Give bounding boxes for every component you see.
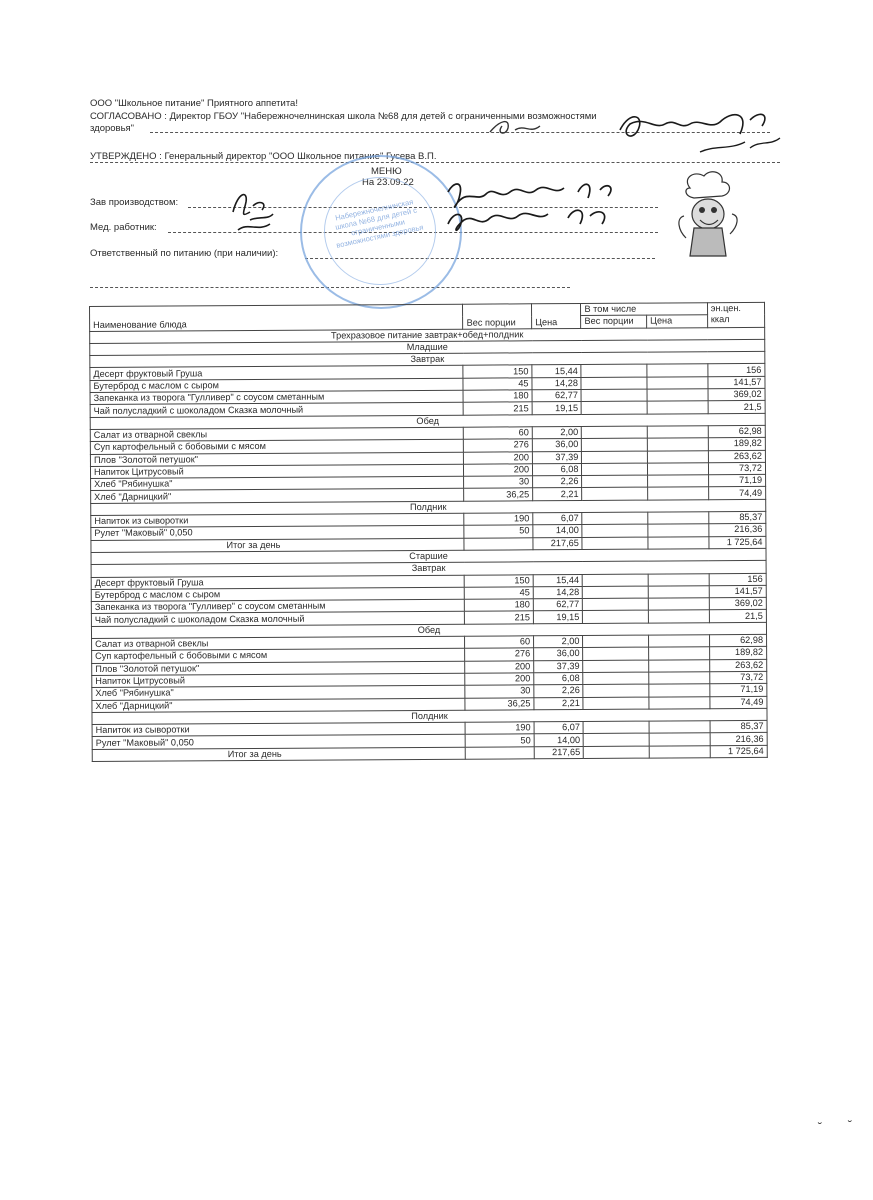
energy-kcal: 73,72 [709, 671, 766, 684]
total-incl-price [649, 745, 710, 758]
portion-weight: 215 [464, 402, 533, 415]
portion-weight: 150 [465, 574, 534, 587]
incl-price [647, 377, 708, 390]
incl-weight [583, 684, 649, 697]
incl-weight [583, 660, 649, 673]
confirmed-underline [90, 162, 780, 163]
total-price: 217,65 [533, 537, 582, 550]
meal-title: Завтрак [91, 561, 766, 577]
incl-weight [581, 377, 647, 390]
dish-name: Хлеб "Дарницкий" [91, 489, 465, 504]
price: 6,07 [534, 722, 583, 735]
price: 6,08 [534, 672, 583, 685]
dish-name: Чай полусладкий с шоколадом Сказка молочный [90, 403, 464, 418]
incl-price [648, 475, 709, 488]
dish-name: Напиток Цитрусовый [92, 673, 466, 688]
incl-weight [582, 426, 648, 439]
staff-signatures [228, 172, 648, 242]
price: 2,21 [534, 697, 583, 710]
med-worker-label: Мед. работник: [90, 222, 157, 233]
price: 36,00 [534, 648, 583, 661]
energy-kcal: 216,36 [709, 524, 766, 537]
chef-mascot-logo [672, 168, 742, 263]
incl-weight [583, 635, 649, 648]
production-head-label: Зав производством: [90, 197, 179, 208]
incl-weight [583, 586, 649, 599]
incl-price [649, 696, 710, 709]
incl-weight [583, 574, 649, 587]
dish-name: Плов "Золотой петушок" [90, 452, 464, 467]
dish-name: Бутерброд с маслом с сыром [90, 378, 464, 393]
energy-kcal: 62,98 [709, 634, 766, 647]
director-signature [470, 90, 790, 160]
portion-weight: 180 [464, 390, 533, 403]
price: 2,26 [534, 685, 583, 698]
energy-kcal: 141,57 [708, 376, 765, 389]
energy-kcal: 156 [709, 573, 766, 586]
portion-weight: 30 [465, 685, 534, 698]
price: 37,39 [532, 451, 581, 464]
header-dish-name: Наименование блюда [90, 304, 464, 331]
price: 62,77 [533, 599, 582, 612]
portion-weight: 190 [464, 513, 533, 526]
menu-table [89, 302, 768, 762]
incl-weight [582, 475, 648, 488]
portion-weight: 30 [464, 476, 533, 489]
scan-mark: ˘ [818, 1120, 822, 1134]
header-including: В том числе [581, 303, 707, 316]
dish-name: Напиток из сыворотки [91, 513, 465, 528]
dish-name: Запеканка из творога "Гулливер" с соусом сметанным [90, 390, 464, 405]
portion-weight: 150 [463, 365, 532, 378]
energy-kcal: 141,57 [709, 585, 766, 598]
portion-weight: 200 [464, 451, 533, 464]
energy-kcal: 21,5 [708, 401, 765, 414]
energy-kcal: 71,19 [710, 684, 767, 697]
incl-price [647, 401, 708, 414]
price: 2,21 [533, 488, 582, 501]
energy-kcal: 85,37 [708, 511, 765, 524]
dish-name: Суп картофельный с бобовыми с мясом [92, 649, 466, 664]
price: 36,00 [532, 439, 581, 452]
dish-name: Салат из отварной свеклы [90, 427, 464, 442]
total-incl-weight [582, 537, 648, 550]
dish-name: Рулет "Маковый" 0,050 [92, 735, 466, 750]
incl-weight [583, 611, 649, 624]
portion-weight: 200 [465, 660, 534, 673]
meal-title: Обед [90, 413, 765, 429]
incl-price [648, 598, 709, 611]
menu-title: МЕНЮ [371, 166, 402, 177]
price: 14,28 [533, 586, 582, 599]
energy-kcal: 85,37 [710, 720, 767, 733]
price: 15,44 [533, 574, 582, 587]
header-price: Цена [532, 303, 582, 328]
energy-kcal: 369,02 [708, 388, 765, 401]
incl-price [647, 389, 708, 402]
dish-name: Десерт фруктовый Груша [91, 575, 465, 590]
dish-name: Плов "Золотой петушок" [92, 661, 466, 676]
price: 37,39 [534, 660, 583, 673]
portion-weight: 276 [464, 439, 533, 452]
incl-weight [583, 697, 649, 710]
portion-weight: 45 [463, 378, 532, 391]
incl-weight [581, 389, 647, 402]
energy-kcal: 74,49 [708, 487, 765, 500]
total-weight [466, 746, 535, 759]
portion-weight: 50 [464, 525, 533, 538]
incl-price [647, 438, 708, 451]
incl-price [649, 659, 710, 672]
total-energy: 1 725,64 [709, 536, 766, 549]
portion-weight: 200 [465, 673, 534, 686]
total-label: Итог за день [91, 538, 465, 553]
energy-kcal: 216,36 [710, 733, 767, 746]
dish-name: Хлеб "Дарницкий" [92, 698, 466, 713]
portion-weight: 60 [465, 636, 534, 649]
price: 6,08 [533, 463, 582, 476]
incl-weight [582, 524, 648, 537]
incl-price [649, 672, 710, 685]
portion-weight: 50 [466, 734, 535, 747]
portion-weight: 180 [465, 599, 534, 612]
incl-price [649, 721, 710, 734]
dish-name: Напиток Цитрусовый [90, 464, 464, 479]
total-price: 217,65 [534, 746, 583, 759]
meal-plan-title: Трехразовое питание завтрак+обед+полдник [90, 327, 765, 343]
header-energy: эн.цен. ккал [707, 302, 764, 327]
company-line: ООО "Школьное питание" Приятного аппетита! [90, 98, 298, 109]
age-group-title: Старшие [91, 548, 766, 564]
incl-price [649, 733, 710, 746]
incl-price [649, 635, 710, 648]
incl-weight [581, 365, 647, 378]
energy-kcal: 263,62 [708, 450, 765, 463]
meal-title: Полдник [92, 708, 767, 724]
incl-weight [584, 733, 650, 746]
incl-price [648, 610, 709, 623]
dish-name: Бутерброд с маслом с сыром [91, 587, 465, 602]
meal-title: Завтрак [90, 352, 765, 368]
price: 15,44 [532, 365, 581, 378]
incl-weight [582, 463, 648, 476]
approved-line: СОГЛАСОВАНО : Директор ГБОУ "Набережночелнинская школа №68 для детей с ограниченными возможностями [90, 111, 597, 122]
portion-weight: 36,25 [465, 697, 534, 710]
incl-price [648, 524, 709, 537]
dish-name: Десерт фруктовый Груша [90, 366, 464, 381]
total-incl-price [648, 536, 709, 549]
dish-name: Салат из отварной свеклы [92, 636, 466, 651]
responsible-label: Ответственный по питанию (при наличии): [90, 248, 279, 259]
price: 2,00 [532, 426, 581, 439]
price: 2,00 [534, 636, 583, 649]
menu-date: На 23.09.22 [362, 177, 414, 188]
dish-name: Суп картофельный с бобовыми с мясом [90, 439, 464, 454]
incl-weight [582, 451, 648, 464]
portion-weight: 60 [464, 427, 533, 440]
header-incl-weight: Вес порции [581, 315, 647, 328]
confirmed-line: УТВЕРЖДЕНО : Генеральный директор "ООО Школьное питание" Гусева В.П. [90, 151, 437, 162]
portion-weight: 45 [465, 587, 534, 600]
energy-kcal: 74,49 [710, 696, 767, 709]
incl-price [648, 573, 709, 586]
incl-price [649, 647, 710, 660]
energy-kcal: 73,72 [708, 462, 765, 475]
incl-weight [583, 647, 649, 660]
portion-weight: 200 [464, 464, 533, 477]
incl-weight [582, 438, 648, 451]
portion-weight: 215 [465, 611, 534, 624]
scan-mark: ˘ [848, 1118, 852, 1132]
energy-kcal: 71,19 [708, 475, 765, 488]
price: 62,77 [532, 390, 581, 403]
dish-name: Напиток из сыворотки [92, 722, 466, 737]
incl-price [648, 586, 709, 599]
menu-table-body [90, 302, 768, 761]
incl-weight [583, 672, 649, 685]
incl-price [649, 684, 710, 697]
price: 2,26 [533, 476, 582, 489]
stamp-text: Набережночелнинская школа №68 для детей с ограниченными возможностями здоровья [334, 197, 425, 250]
portion-weight: 276 [465, 648, 534, 661]
dish-name: Хлеб "Рябинушка" [91, 476, 465, 491]
incl-weight [583, 598, 649, 611]
incl-weight [583, 721, 649, 734]
energy-kcal: 156 [708, 364, 765, 377]
total-label: Итог за день [92, 747, 466, 762]
portion-weight: 190 [466, 722, 535, 735]
energy-kcal: 21,5 [709, 610, 766, 623]
age-group-title: Младшие [90, 339, 765, 355]
total-energy: 1 725,64 [710, 745, 767, 758]
header-incl-price: Цена [647, 315, 708, 328]
dish-name: Рулет "Маковый" 0,050 [91, 526, 465, 541]
price: 14,00 [533, 525, 582, 538]
incl-price [647, 426, 708, 439]
incl-weight [582, 401, 648, 414]
price: 6,07 [533, 513, 582, 526]
price: 19,15 [533, 611, 582, 624]
total-incl-weight [584, 746, 650, 759]
incl-price [648, 512, 709, 525]
price: 14,00 [534, 734, 583, 747]
portion-weight: 36,25 [464, 488, 533, 501]
dish-name: Запеканка из творога "Гулливер" с соусом сметанным [91, 599, 465, 614]
total-weight [464, 537, 533, 550]
dish-name: Хлеб "Рябинушка" [92, 685, 466, 700]
incl-price [648, 463, 709, 476]
approved-line-cont: здоровья" [90, 123, 135, 134]
energy-kcal: 189,82 [709, 647, 766, 660]
dish-name: Чай полусладкий с шоколадом Сказка молочный [91, 612, 465, 627]
incl-price [647, 364, 708, 377]
energy-kcal: 189,82 [708, 438, 765, 451]
header-weight: Вес порции [463, 304, 532, 329]
price: 19,15 [532, 402, 581, 415]
incl-weight [582, 512, 648, 525]
energy-kcal: 369,02 [709, 597, 766, 610]
incl-price [648, 487, 709, 500]
price: 14,28 [532, 377, 581, 390]
incl-price [647, 450, 708, 463]
energy-kcal: 62,98 [708, 425, 765, 438]
energy-kcal: 263,62 [709, 659, 766, 672]
meal-title: Обед [91, 622, 766, 638]
incl-weight [582, 488, 648, 501]
meal-title: Полдник [91, 499, 766, 515]
